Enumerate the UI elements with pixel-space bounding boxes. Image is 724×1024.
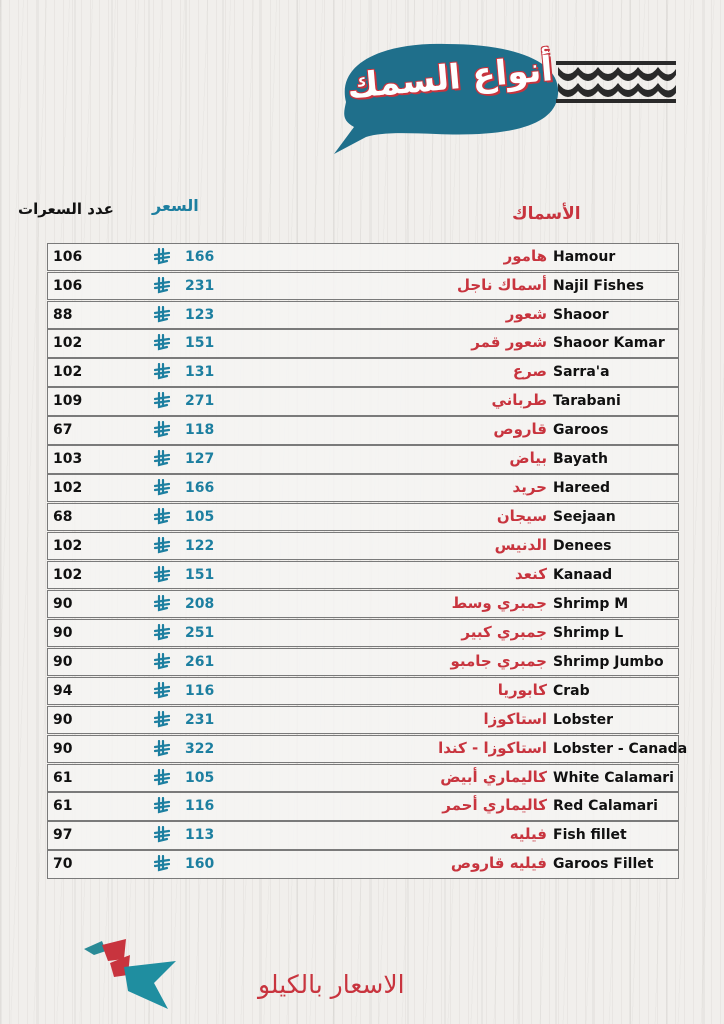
price-value: 123 <box>185 306 215 323</box>
table-row <box>47 850 679 878</box>
arabic-name: كنعد <box>515 564 547 583</box>
english-name: Sarra'a <box>553 364 610 381</box>
english-name: Shrimp Jumbo <box>553 653 664 670</box>
price-value: 166 <box>185 480 215 497</box>
calories-value: 102 <box>53 364 83 381</box>
arabic-name: شعور قمر <box>471 333 547 352</box>
english-name: Denees <box>553 538 612 555</box>
table-row <box>47 243 679 271</box>
price-value: 151 <box>185 566 215 583</box>
calories-value: 61 <box>53 798 73 815</box>
price-value: 231 <box>185 711 215 728</box>
riyal-currency-icon <box>154 479 170 497</box>
calories-value: 88 <box>53 306 73 323</box>
riyal-currency-icon <box>154 363 170 381</box>
riyal-currency-icon <box>154 769 170 787</box>
english-name: Lobster <box>553 711 613 728</box>
english-name: Tarabani <box>553 393 621 410</box>
calories-value: 106 <box>53 248 83 265</box>
table-row <box>47 272 679 300</box>
arabic-name: صرع <box>512 362 547 381</box>
calories-value: 102 <box>53 480 83 497</box>
table-row <box>47 474 679 502</box>
price-value: 231 <box>185 277 215 294</box>
riyal-currency-icon <box>154 797 170 815</box>
english-name: Shaoor <box>553 306 609 323</box>
arabic-name: جمبري وسط <box>451 593 547 612</box>
riyal-currency-icon <box>154 855 170 873</box>
english-name: Hamour <box>553 248 616 265</box>
riyal-currency-icon <box>154 711 170 729</box>
calories-value: 61 <box>53 769 73 786</box>
table-row <box>47 706 679 734</box>
table-row <box>47 329 679 357</box>
price-column-header: السعر <box>152 196 199 215</box>
riyal-currency-icon <box>154 537 170 555</box>
arabic-name: جمبري كبير <box>461 622 547 641</box>
arabic-name: استاكوزا - كندا <box>438 738 547 757</box>
calories-value: 90 <box>53 653 73 670</box>
table-row <box>47 648 679 676</box>
calories-value: 97 <box>53 827 73 844</box>
table-row <box>47 764 679 792</box>
table-row <box>47 590 679 618</box>
riyal-currency-icon <box>154 450 170 468</box>
riyal-currency-icon <box>154 508 170 526</box>
arabic-name: هامور <box>503 246 547 265</box>
riyal-currency-icon <box>154 682 170 700</box>
english-name: Bayath <box>553 451 608 468</box>
table-row <box>47 735 688 763</box>
price-value: 122 <box>185 538 215 555</box>
arabic-name: فيليه قاروص <box>450 854 547 873</box>
arabic-name: الدنيس <box>494 536 547 555</box>
riyal-currency-icon <box>154 595 170 613</box>
arabic-name: أسماك ناجل <box>456 275 547 294</box>
calories-value: 90 <box>53 711 73 728</box>
arabic-name: شعور <box>505 304 547 323</box>
calories-value: 109 <box>53 393 83 410</box>
calories-value: 103 <box>53 451 83 468</box>
price-value: 116 <box>185 682 215 699</box>
table-row <box>47 445 679 473</box>
riyal-currency-icon <box>154 566 170 584</box>
table-row <box>47 358 679 386</box>
brand-logo <box>84 937 184 1017</box>
calories-value: 106 <box>53 277 83 294</box>
riyal-currency-icon <box>154 277 170 295</box>
english-name: Crab <box>553 682 590 699</box>
riyal-currency-icon <box>154 826 170 844</box>
price-value: 151 <box>185 335 215 352</box>
arabic-name: جمبري جامبو <box>450 651 547 670</box>
table-row <box>47 561 679 589</box>
price-value: 105 <box>185 509 215 526</box>
english-name: Kanaad <box>553 566 613 583</box>
table-row <box>47 821 679 849</box>
arabic-name: سيجان <box>496 507 547 526</box>
riyal-currency-icon <box>154 740 170 758</box>
english-name: Seejaan <box>553 509 616 526</box>
riyal-currency-icon <box>154 624 170 642</box>
calories-value: 70 <box>53 856 73 873</box>
riyal-currency-icon <box>154 392 170 410</box>
price-table <box>47 242 688 879</box>
arabic-name: فيليه <box>509 825 547 844</box>
english-name: Garoos Fillet <box>553 856 654 873</box>
calories-value: 94 <box>53 682 73 699</box>
price-value: 261 <box>185 653 215 670</box>
english-name: Najil Fishes <box>553 277 644 294</box>
price-value: 251 <box>185 624 215 641</box>
table-row <box>47 503 679 531</box>
riyal-currency-icon <box>154 421 170 439</box>
price-value: 127 <box>185 451 215 468</box>
price-value: 118 <box>185 422 215 439</box>
riyal-currency-icon <box>154 248 170 266</box>
calories-column-header: عدد السعرات <box>18 200 114 218</box>
arabic-name: كابوريا <box>497 680 547 699</box>
english-name: Hareed <box>553 480 611 497</box>
table-row <box>47 301 679 329</box>
price-value: 113 <box>185 827 215 844</box>
table-row <box>47 532 679 560</box>
english-name: Shrimp L <box>553 624 624 641</box>
table-row <box>47 677 679 705</box>
table-row <box>47 416 679 444</box>
english-name: White Calamari <box>553 769 674 786</box>
calories-value: 90 <box>53 740 73 757</box>
calories-value: 90 <box>53 595 73 612</box>
price-value: 116 <box>185 798 215 815</box>
riyal-currency-icon <box>154 653 170 671</box>
price-value: 131 <box>185 364 215 381</box>
table-row <box>47 792 679 820</box>
arabic-name: كاليماري أبيض <box>440 767 547 786</box>
calories-value: 102 <box>53 538 83 555</box>
name-column-header: الأسماك <box>512 204 581 224</box>
table-row <box>47 619 679 647</box>
arabic-name: بياض <box>509 449 547 468</box>
table-row <box>47 387 679 415</box>
price-value: 322 <box>185 740 215 757</box>
calories-value: 102 <box>53 335 83 352</box>
english-name: Garoos <box>553 422 609 439</box>
price-value: 166 <box>185 248 215 265</box>
english-name: Fish fillet <box>553 827 627 844</box>
arabic-name: كاليماري أحمر <box>442 796 547 815</box>
calories-value: 68 <box>53 509 73 526</box>
riyal-currency-icon <box>154 306 170 324</box>
english-name: Shrimp M <box>553 595 629 612</box>
page-title: أنواع السمك <box>345 49 555 107</box>
english-name: Shaoor Kamar <box>553 335 665 352</box>
calories-value: 90 <box>53 624 73 641</box>
english-name: Red Calamari <box>553 798 658 815</box>
riyal-currency-icon <box>154 334 170 352</box>
footer-note: الاسعار بالكيلو <box>258 970 405 999</box>
arabic-name: استاكوزا <box>483 709 547 728</box>
arabic-name: قاروص <box>493 420 547 439</box>
decorative-lattice <box>556 55 680 110</box>
calories-value: 67 <box>53 422 73 439</box>
arabic-name: حريد <box>512 478 547 497</box>
english-name: Lobster - Canada <box>553 740 688 757</box>
arabic-name: طرباني <box>491 391 547 410</box>
calories-value: 102 <box>53 566 83 583</box>
price-value: 105 <box>185 769 215 786</box>
price-value: 160 <box>185 856 215 873</box>
price-value: 271 <box>185 393 215 410</box>
price-value: 208 <box>185 595 215 612</box>
